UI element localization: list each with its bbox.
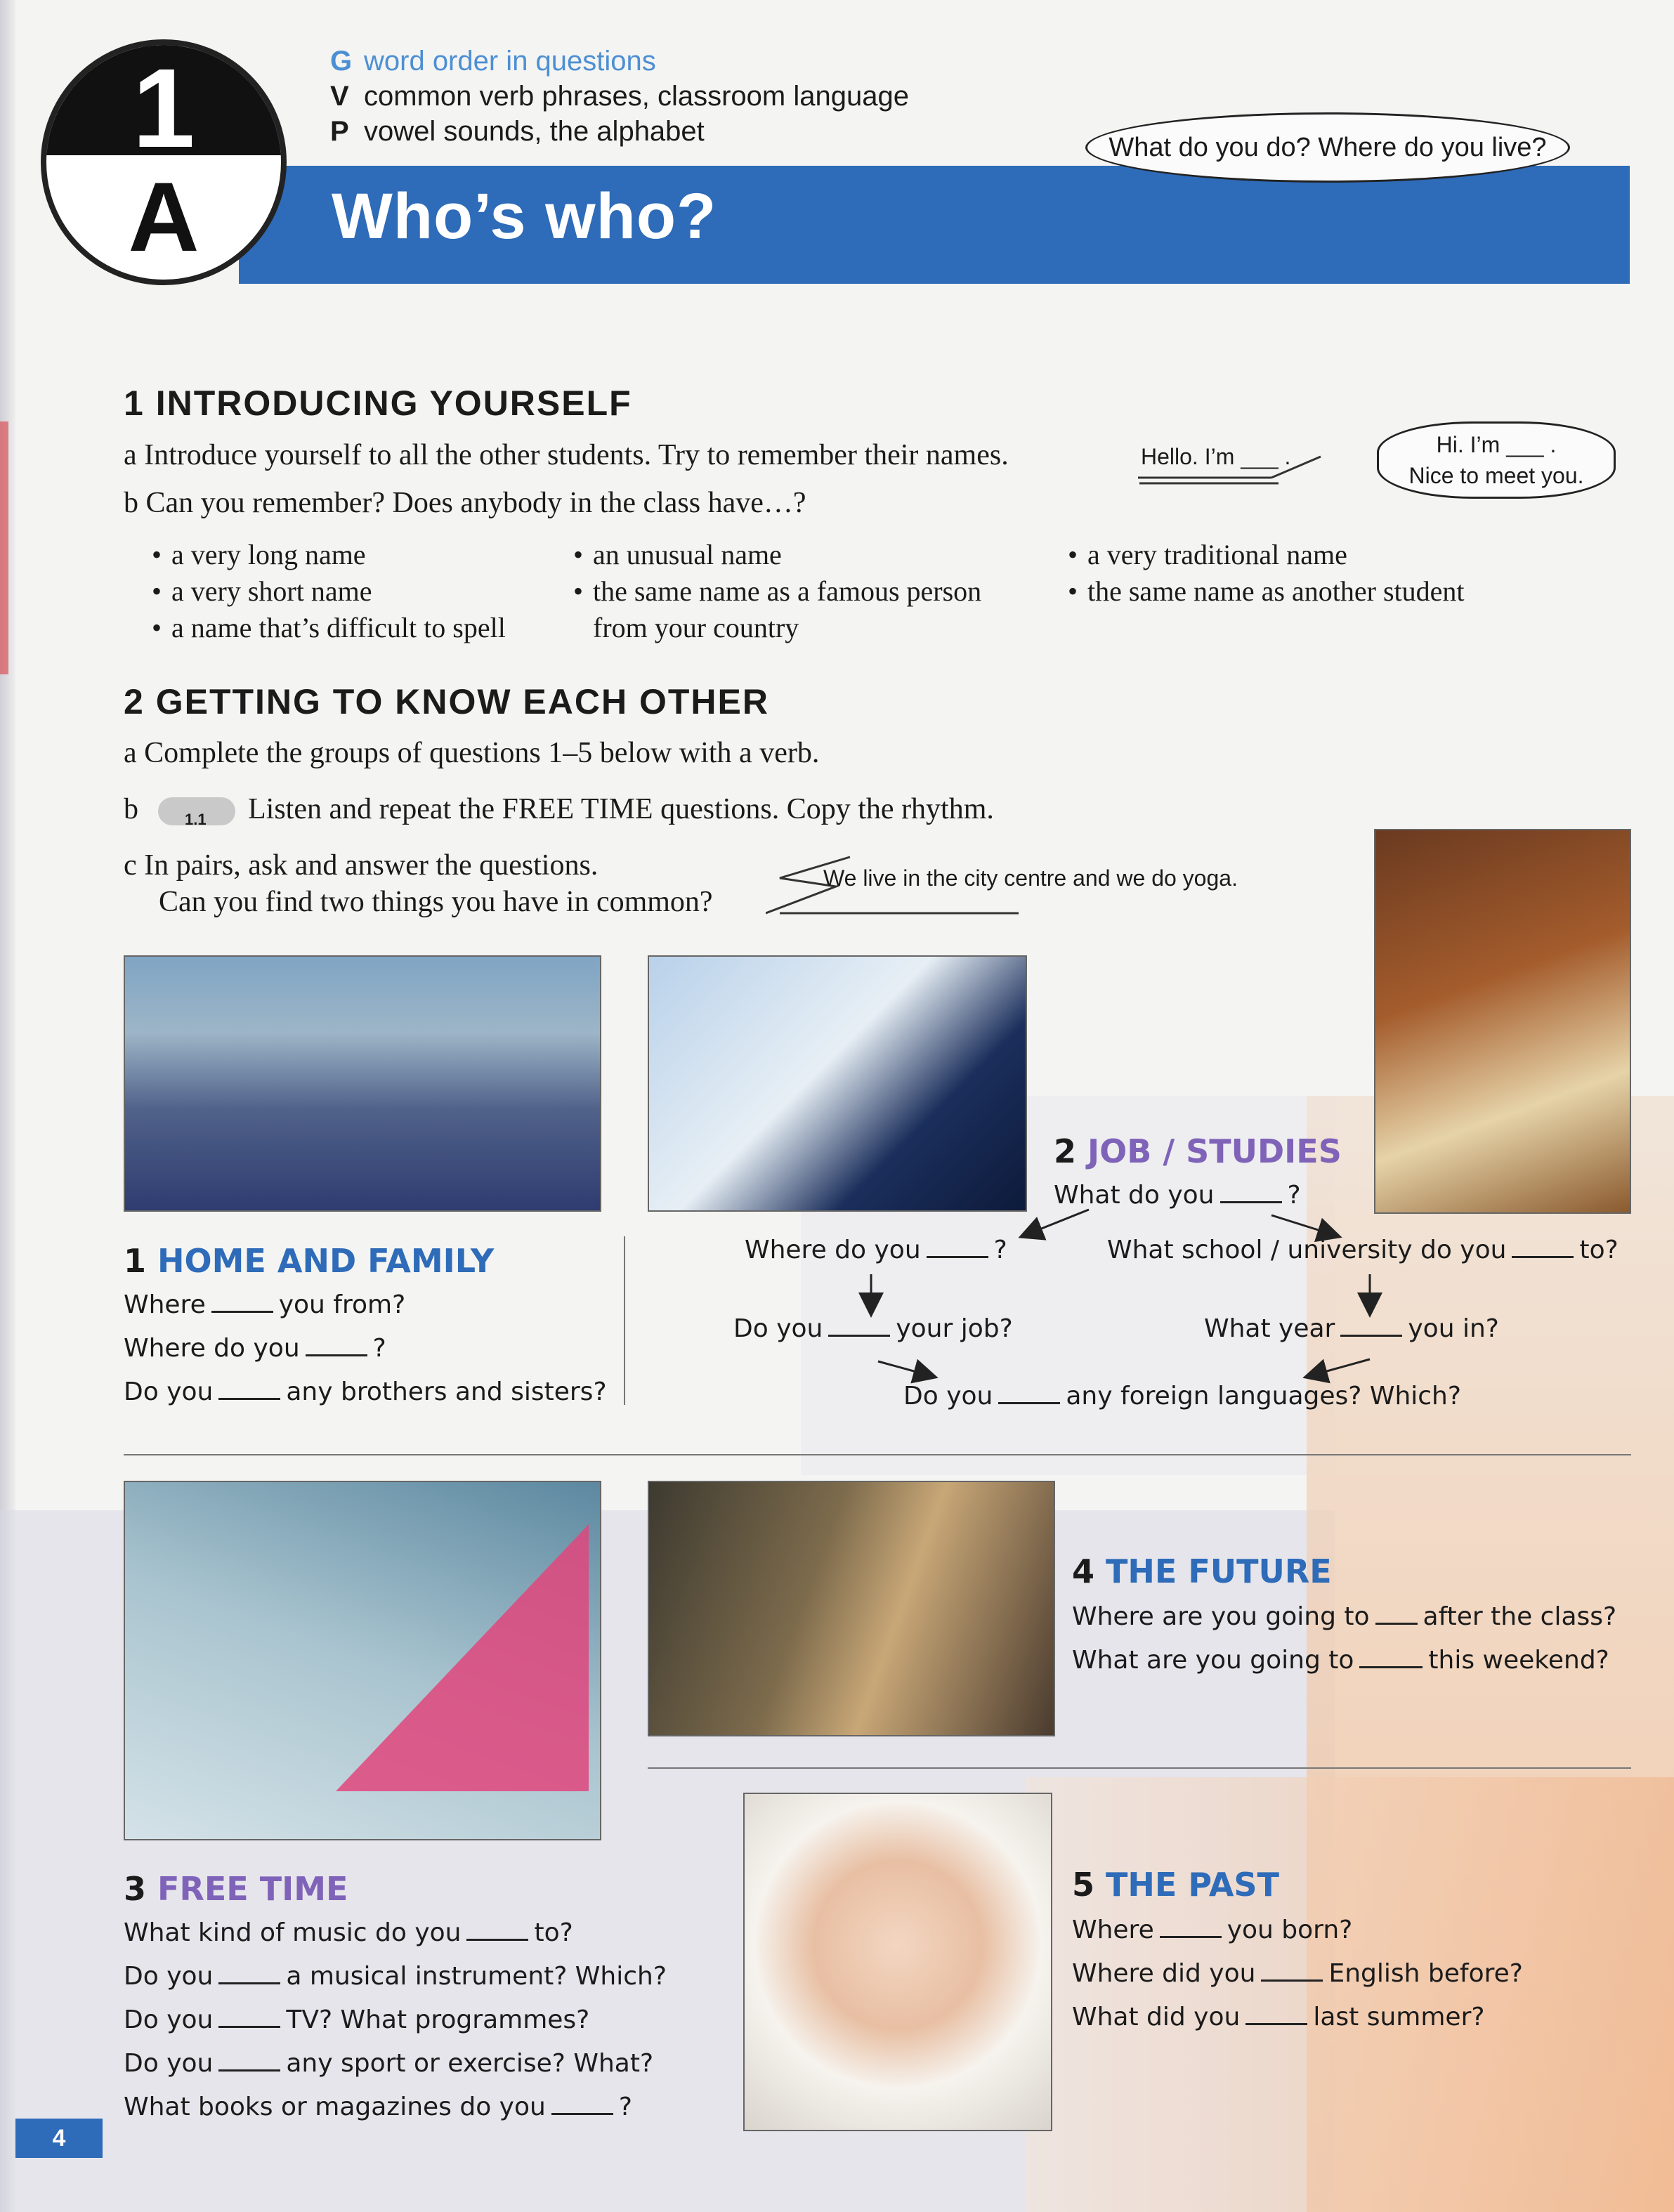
question: Where you from? [124, 1290, 406, 1319]
list-item: • the same name as another student [1068, 575, 1465, 607]
question: Where did you English before? [1072, 1959, 1523, 1988]
instruction-a: a Complete the groups of questions 1–5 below with a verb. [124, 737, 820, 769]
instruction-b: b 1.1 Listen and repeat the FREE TIME questions. Copy the rhythm. [124, 793, 994, 829]
question: What do you ? [1054, 1181, 1301, 1210]
question: What books or magazines do you ? [124, 2093, 632, 2121]
question: Do you any sport or exercise? What? [124, 2049, 654, 2078]
hello-speech: Hello. I’m ___ . [1141, 444, 1291, 469]
audio-track-icon[interactable]: 1.1 [158, 797, 235, 825]
answer-blank[interactable] [1245, 2002, 1307, 2025]
flow-arrows [702, 1201, 1475, 1412]
answer-blank[interactable] [1220, 1180, 1282, 1203]
baby-photo [743, 1793, 1052, 2131]
answer-blank[interactable] [218, 2005, 280, 2028]
question: Where you born? [1072, 1916, 1353, 1944]
instruction-c: c In pairs, ask and answer the questions. [124, 849, 599, 882]
page-number: 4 [15, 2119, 103, 2158]
group-heading-past: 5 THE PAST [1072, 1866, 1279, 1904]
answer-blank[interactable] [306, 1333, 367, 1356]
question: What did you last summer? [1072, 2003, 1485, 2031]
question: What kind of music do you to? [124, 1918, 573, 1947]
speech-bubble: What do you do? Where do you live? [1085, 112, 1570, 183]
answer-blank[interactable] [218, 1961, 280, 1984]
focus-vocabulary: V common verb phrases, classroom language [330, 81, 909, 112]
answer-blank[interactable] [1359, 1645, 1423, 1668]
list-item: • a very traditional name [1068, 539, 1347, 570]
answer-blank[interactable] [1261, 1958, 1323, 1982]
lesson-focus [330, 44, 909, 149]
question: What are you going to this weekend? [1072, 1646, 1609, 1675]
sailor-photo [648, 955, 1027, 1212]
question: Do you any foreign languages? Which? [903, 1382, 1461, 1411]
section-heading: 2 GETTING TO KNOW EACH OTHER [124, 682, 769, 721]
question: What year you in? [1204, 1314, 1499, 1343]
list-item: • a very short name [152, 575, 372, 607]
question: Where do you ? [124, 1334, 386, 1363]
bullet-list [573, 537, 981, 646]
list-item: • a name that’s difficult to spell [152, 612, 506, 643]
question: Where are you going to after the class? [1072, 1602, 1617, 1631]
question: Do you TV? What programmes? [124, 2005, 590, 2034]
divider [124, 1454, 1631, 1455]
unit-number: 1 [132, 45, 195, 171]
divider [624, 1236, 625, 1405]
question: Do you any brothers and sisters? [124, 1377, 607, 1406]
answer-blank[interactable] [211, 1290, 273, 1313]
windsurfer-photo [124, 1481, 601, 1840]
focus-grammar: G word order in questions [330, 46, 656, 77]
answer-blank[interactable] [218, 1377, 280, 1400]
bullet-list [152, 537, 506, 646]
cafe-friends-photo [648, 1481, 1055, 1736]
list-item: from your country [593, 612, 799, 643]
sail-shape [336, 1524, 589, 1791]
page-edge-accent [0, 421, 8, 674]
list-item: • an unusual name [573, 539, 782, 570]
question: What school / university do you to? [1107, 1236, 1619, 1264]
section-heading: 1 INTRODUCING YOURSELF [124, 384, 632, 423]
group-heading-free-time: 3 FREE TIME [124, 1870, 348, 1908]
group-heading-future: 4 THE FUTURE [1072, 1552, 1332, 1590]
focus-pronunciation: P vowel sounds, the alphabet [330, 116, 705, 147]
answer-blank[interactable] [466, 1918, 528, 1941]
background-wash [1026, 1777, 1674, 2212]
instruction-c-continued: Can you find two things you have in common? [159, 886, 713, 918]
question: Do you your job? [733, 1314, 1013, 1343]
speech-bubble: Hi. I’m ___ . Nice to meet you. [1377, 421, 1616, 499]
answer-blank[interactable] [1375, 1602, 1418, 1625]
page-title: Who’s who? [332, 181, 717, 252]
family-photo [124, 955, 601, 1212]
group-heading-home: 1 HOME AND FAMILY [124, 1242, 495, 1280]
bullet-list [1068, 537, 1464, 610]
list-item: • the same name as a famous person [573, 575, 982, 607]
list-item: • a very long name [152, 539, 366, 570]
student-reading-photo [1374, 829, 1631, 1214]
speech-text: We live in the city centre and we do yoga. [823, 865, 1238, 891]
question: Do you a musical instrument? Which? [124, 1962, 667, 1991]
answer-blank[interactable] [1160, 1915, 1222, 1938]
answer-blank[interactable] [218, 2048, 280, 2072]
unit-letter: A [128, 162, 200, 272]
unit-badge [41, 39, 287, 285]
question: Where do you ? [745, 1236, 1007, 1264]
instruction-a: a Introduce yourself to all the other students. Try to remember their names. [124, 439, 1009, 471]
divider [648, 1767, 1631, 1769]
answer-blank[interactable] [1512, 1235, 1574, 1258]
instruction-b: b Can you remember? Does anybody in the class have…? [124, 487, 806, 519]
group-heading-job: 2 JOB / STUDIES [1054, 1132, 1342, 1170]
answer-blank[interactable] [551, 2092, 613, 2115]
